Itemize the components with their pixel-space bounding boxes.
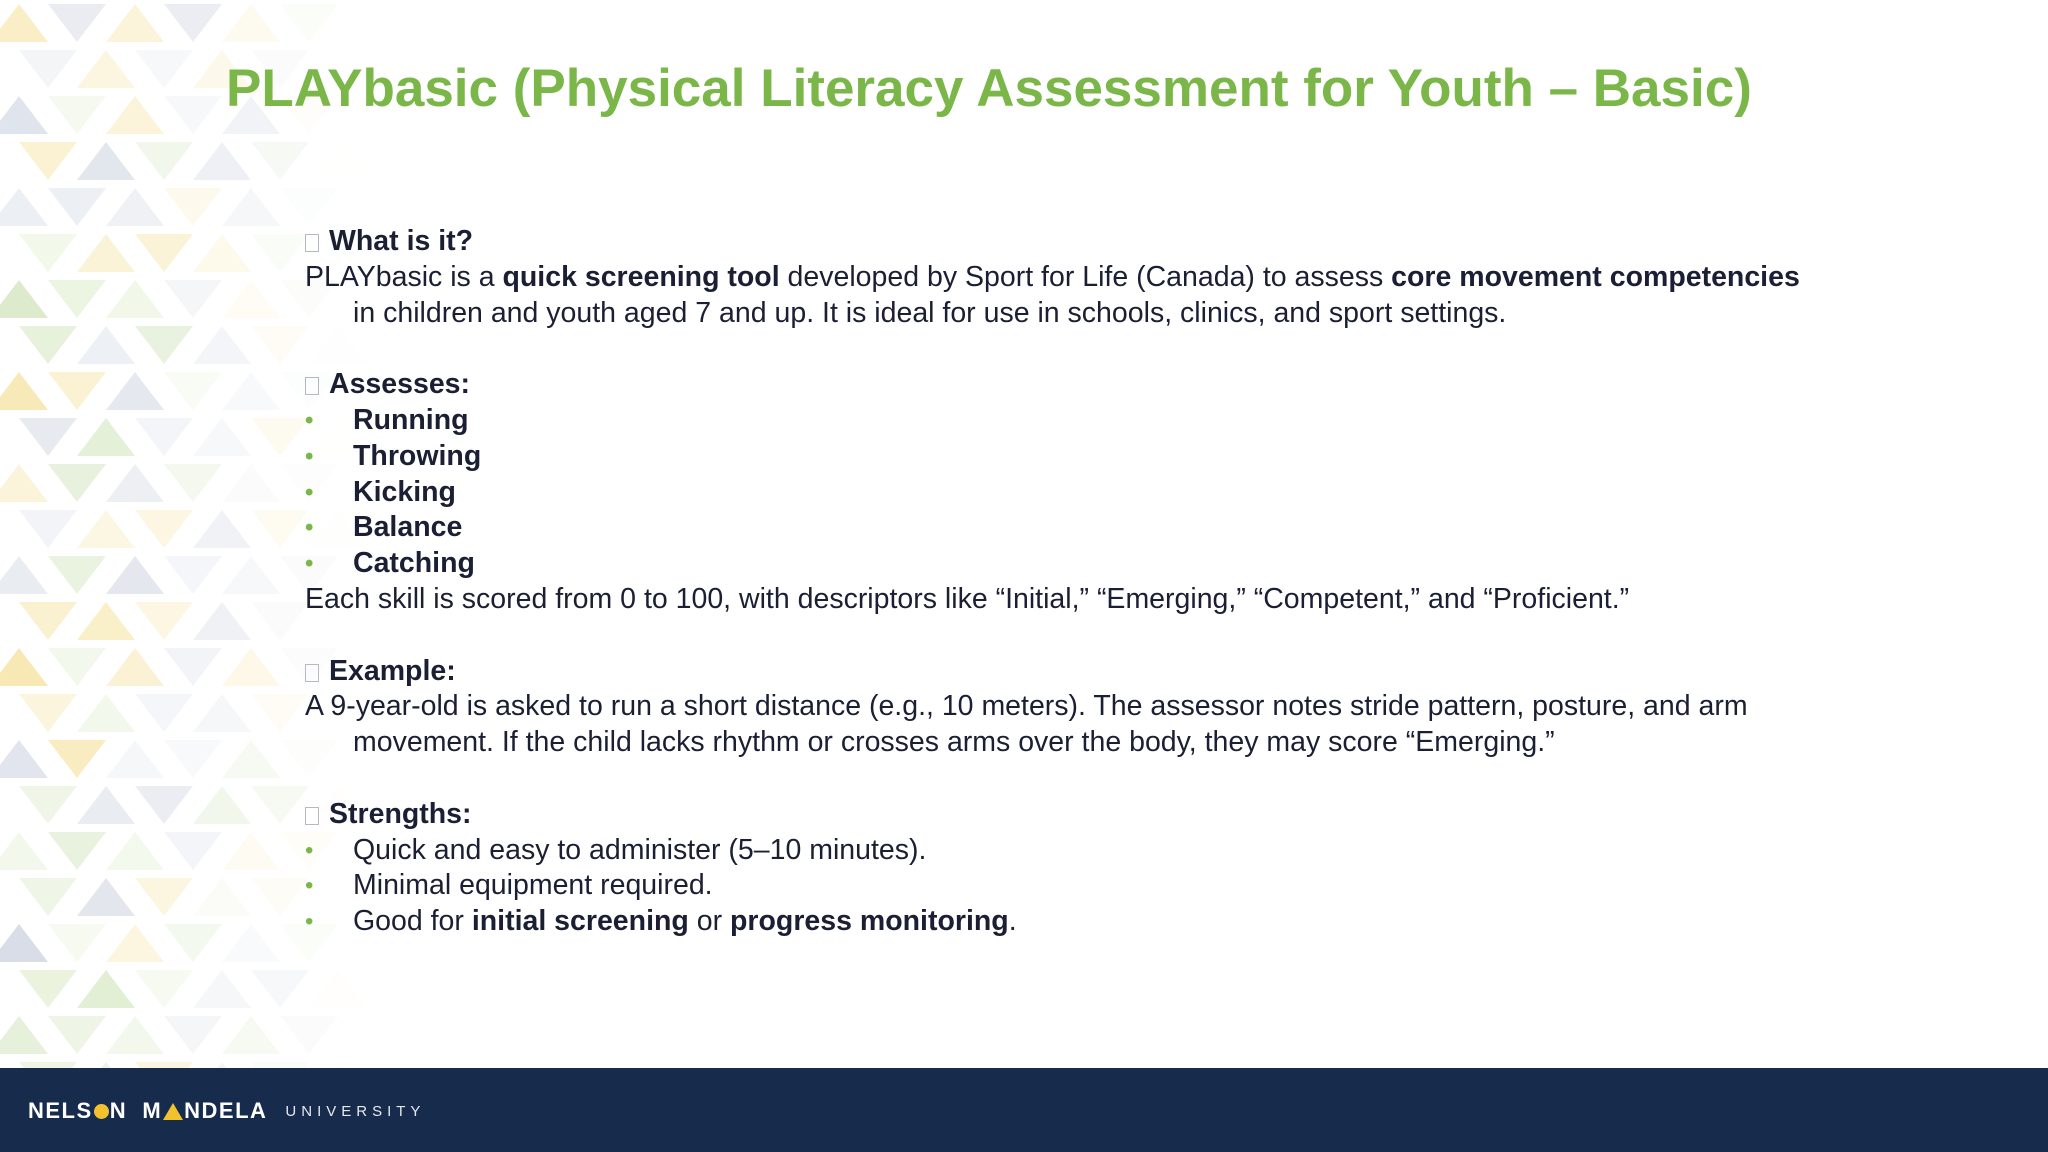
list-item: • Kicking [305,475,2005,511]
pattern-triangle [19,50,77,88]
pattern-triangle [222,372,280,410]
empty-square-icon [305,377,319,395]
pattern-triangle [251,326,309,364]
pattern-triangle [251,694,309,732]
pattern-triangle [77,234,135,272]
pattern-triangle [251,970,309,1008]
pattern-triangle [309,142,367,180]
pattern-triangle [77,878,135,916]
pattern-triangle [106,740,164,778]
pattern-triangle [19,878,77,916]
pattern-triangle [19,602,77,640]
pattern-triangle [48,96,106,134]
logo-triangle-icon [163,1103,183,1120]
pattern-triangle [48,832,106,870]
pattern-triangle [222,924,280,962]
pattern-triangle [77,694,135,732]
pattern-triangle [106,924,164,962]
pattern-triangle [222,188,280,226]
pattern-triangle [251,878,309,916]
pattern-triangle [0,280,48,318]
list-item: • Running [305,403,2005,439]
pattern-triangle [309,970,367,1008]
green-dot-icon: • [305,514,314,542]
pattern-triangle [106,4,164,42]
pattern-triangle [135,970,193,1008]
pattern-triangle [77,510,135,548]
heading-what-is-it: What is it? [305,224,2005,260]
pattern-triangle [106,832,164,870]
slide-content [305,224,2005,940]
pattern-triangle [0,556,48,594]
empty-square-icon [305,807,319,825]
pattern-triangle [164,924,222,962]
logo-dot-icon [94,1104,109,1119]
green-dot-icon: • [305,908,314,936]
pattern-triangle [251,510,309,548]
pattern-triangle [0,1016,48,1054]
pattern-triangle [106,188,164,226]
pattern-triangle [0,740,48,778]
green-dot-icon: • [305,406,314,434]
list-item: • Balance [305,510,2005,546]
pattern-triangle [135,878,193,916]
pattern-triangle [193,694,251,732]
pattern-triangle [77,786,135,824]
pattern-triangle [77,50,135,88]
pattern-triangle [48,188,106,226]
pattern-triangle [135,50,193,88]
empty-square-icon [305,234,319,252]
pattern-triangle [135,326,193,364]
pattern-triangle [251,142,309,180]
pattern-triangle [193,326,251,364]
pattern-triangle [48,464,106,502]
pattern-triangle [135,418,193,456]
what-is-it-paragraph-line2: in children and youth aged 7 and up. It is ideal for use in schools, clinics, and sport settings. [353,296,1507,329]
pattern-triangle [164,4,222,42]
green-dot-icon: • [305,872,314,900]
pattern-triangle [164,280,222,318]
green-dot-icon: • [305,442,314,470]
pattern-triangle [135,142,193,180]
pattern-triangle [222,1016,280,1054]
pattern-triangle [106,464,164,502]
pattern-triangle [0,648,48,686]
pattern-triangle [77,418,135,456]
pattern-triangle [193,878,251,916]
pattern-triangle [135,602,193,640]
pattern-triangle [222,4,280,42]
pattern-triangle [0,188,48,226]
heading-strengths: Strengths: [305,797,2005,833]
pattern-triangle [164,372,222,410]
pattern-triangle [135,510,193,548]
pattern-triangle [280,4,338,42]
pattern-triangle [0,4,48,42]
pattern-triangle [77,326,135,364]
example-paragraph-line2: movement. If the child lacks rhythm or crosses arms over the body, they may score “Emerging.” [353,726,1555,759]
pattern-triangle [222,832,280,870]
list-item: • Minimal equipment required. [305,868,2005,904]
pattern-triangle [164,1016,222,1054]
pattern-triangle [77,970,135,1008]
pattern-triangle [48,648,106,686]
pattern-triangle [19,786,77,824]
pattern-triangle [106,648,164,686]
pattern-triangle [106,96,164,134]
pattern-triangle [19,326,77,364]
pattern-triangle [135,694,193,732]
list-item: • Good for initial screening or progress monitoring. [305,904,2005,940]
pattern-triangle [251,602,309,640]
pattern-triangle [222,740,280,778]
pattern-triangle [164,188,222,226]
pattern-triangle [193,234,251,272]
nelson-mandela-university-logo: NELS N M NDELA UNIVERSITY [28,1098,426,1123]
pattern-triangle [280,1016,338,1054]
pattern-triangle [251,418,309,456]
pattern-triangle [222,648,280,686]
pattern-triangle [193,786,251,824]
pattern-triangle [106,556,164,594]
pattern-triangle [77,142,135,180]
green-dot-icon: • [305,478,314,506]
pattern-triangle [193,602,251,640]
green-dot-icon: • [305,836,314,864]
pattern-triangle [164,556,222,594]
pattern-triangle [0,96,48,134]
pattern-triangle [251,786,309,824]
pattern-triangle [19,418,77,456]
list-item: • Throwing [305,439,2005,475]
pattern-triangle [19,510,77,548]
pattern-triangle [0,924,48,962]
pattern-triangle [164,832,222,870]
pattern-triangle [48,280,106,318]
pattern-triangle [106,372,164,410]
pattern-triangle [77,602,135,640]
pattern-triangle [106,1016,164,1054]
empty-square-icon [305,664,319,682]
pattern-triangle [164,96,222,134]
pattern-triangle [251,234,309,272]
list-item: • Catching [305,546,2005,582]
slide-title: PLAYbasic (Physical Literacy Assessment for Youth – Basic) [226,59,1752,118]
pattern-triangle [0,832,48,870]
assesses-note: Each skill is scored from 0 to 100, with descriptors like “Initial,” “Emerging,” “Competent,” and “Proficient.” [305,582,1630,615]
pattern-triangle [193,970,251,1008]
pattern-triangle [164,740,222,778]
list-item: • Quick and easy to administer (5–10 minutes). [305,833,2005,869]
pattern-triangle [135,786,193,824]
pattern-triangle [164,464,222,502]
example-paragraph-line1: A 9-year-old is asked to run a short distance (e.g., 10 meters). The assessor notes stride pattern, posture, and arm [305,690,1748,723]
pattern-triangle [19,234,77,272]
pattern-triangle [0,464,48,502]
pattern-triangle [222,556,280,594]
pattern-triangle [19,694,77,732]
what-is-it-paragraph-line1: PLAYbasic is a quick screening tool developed by Sport for Life (Canada) to assess core movement competencies [305,260,1800,293]
green-dot-icon: • [305,550,314,578]
pattern-triangle [19,142,77,180]
pattern-triangle [193,418,251,456]
pattern-triangle [193,142,251,180]
pattern-triangle [0,372,48,410]
pattern-triangle [48,556,106,594]
pattern-triangle [222,464,280,502]
pattern-triangle [48,372,106,410]
pattern-triangle [48,1016,106,1054]
heading-assesses: Assesses: [305,367,2005,403]
pattern-triangle [48,4,106,42]
pattern-triangle [48,924,106,962]
pattern-triangle [280,188,338,226]
pattern-triangle [164,648,222,686]
footer-bar [0,1068,2048,1152]
pattern-triangle [135,234,193,272]
pattern-triangle [193,510,251,548]
pattern-triangle [106,280,164,318]
pattern-triangle [222,280,280,318]
heading-example: Example: [305,654,2005,690]
pattern-triangle [19,970,77,1008]
pattern-triangle [48,740,106,778]
